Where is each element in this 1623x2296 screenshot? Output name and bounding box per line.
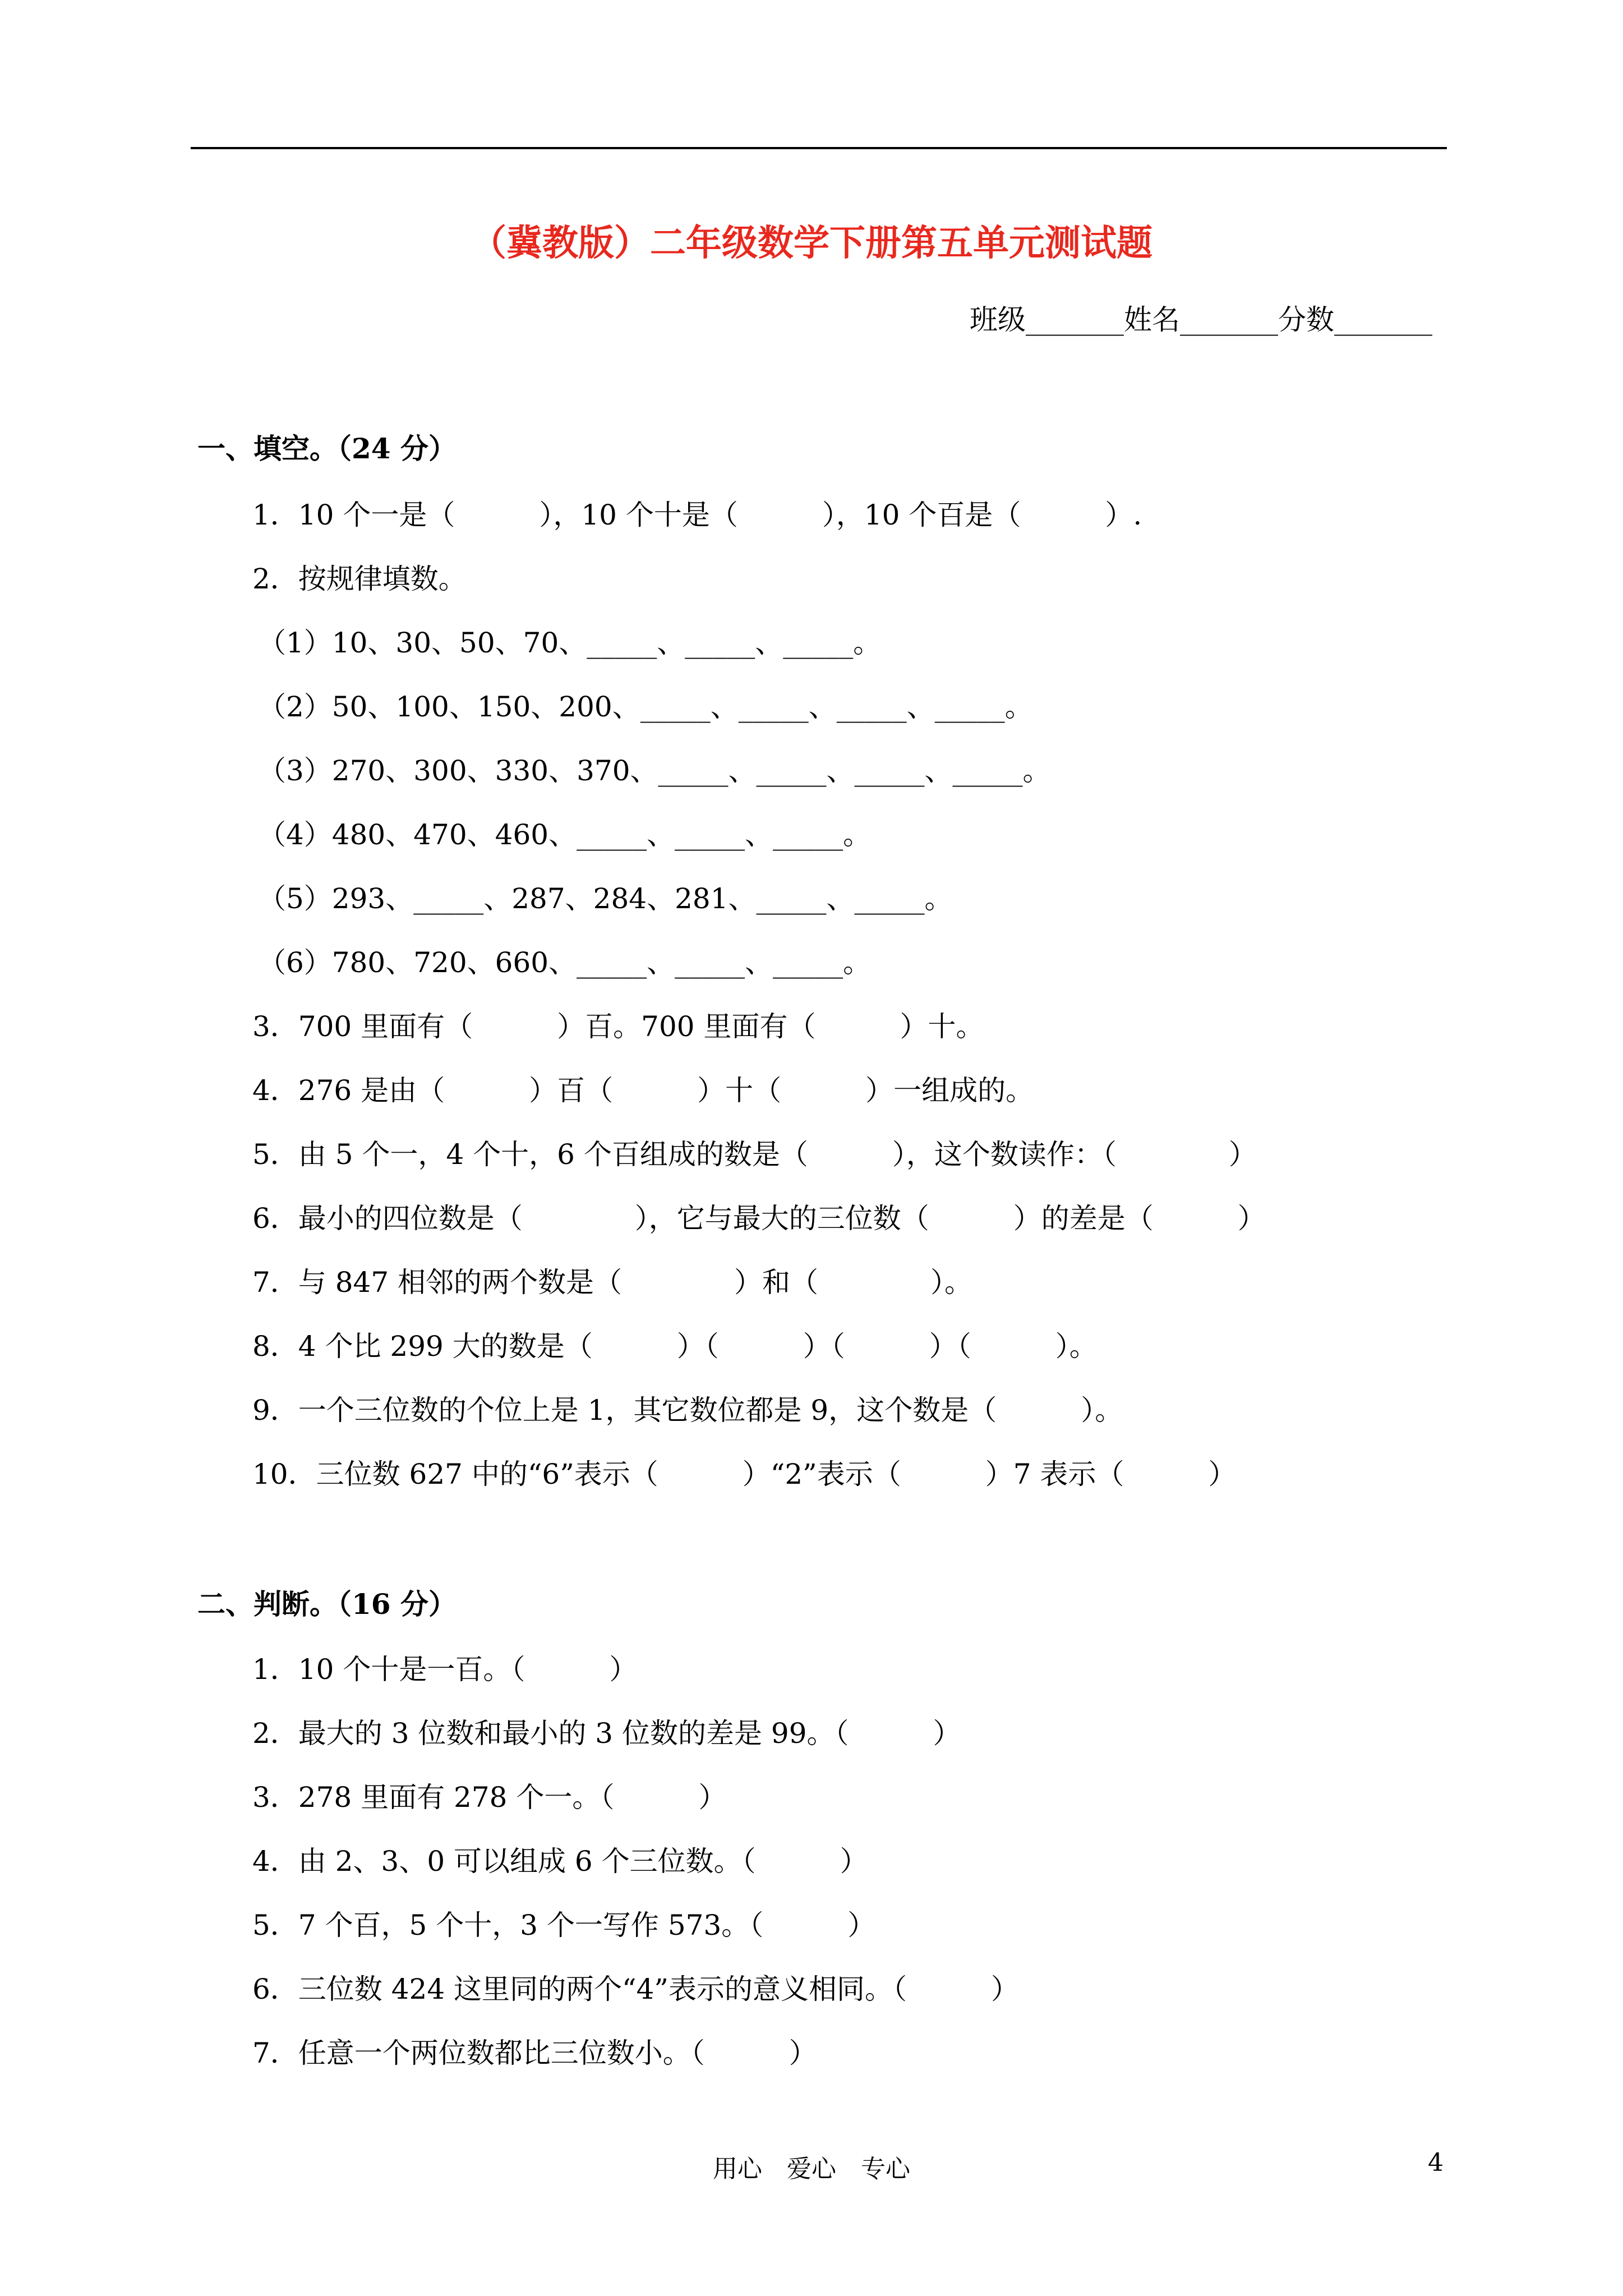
section-1-title: 一、填空。（24 分） [197, 432, 457, 465]
sequence-item-1: （1）10、30、50、70、_____、_____、_____。 [258, 627, 882, 659]
fill-question-8: 8．4 个比 299 大的数是（ ）（ ）（ ）（ ）。 [252, 1330, 1098, 1363]
fill-question-1: 1．10 个一是（ ），10 个十是（ ），10 个百是（ ）. [252, 499, 1142, 531]
sequence-item-6: （6）780、720、660、_____、_____、_____。 [258, 946, 872, 979]
judge-question-5: 5．7 个百，5 个十，3 个一写作 573。（ ） [252, 1909, 876, 1941]
student-info-line: 班级_______姓名_______分数_______ [970, 303, 1432, 336]
sequence-item-3: （3）270、300、330、370、_____、_____、_____、_____。 [258, 754, 1051, 787]
judge-question-3: 3．278 里面有 278 个一。（ ） [252, 1781, 727, 1814]
sequence-item-5: （5）293、_____、287、284、281、_____、_____。 [258, 882, 953, 915]
fill-question-9: 9．一个三位数的个位上是 1，其它数位都是 9，这个数是（ ）。 [252, 1394, 1123, 1427]
fill-question-10: 10．三位数 627 中的“6”表示（ ）“2”表示（ ）7 表示（ ） [252, 1458, 1237, 1490]
fill-question-6: 6．最小的四位数是（ ），它与最大的三位数（ ）的差是（ ） [252, 1202, 1266, 1235]
footer-motto: 用心 爱心 专心 [713, 2155, 910, 2183]
judge-question-4: 4．由 2、3、0 可以组成 6 个三位数。（ ） [252, 1845, 868, 1878]
fill-question-2: 2．按规律填数。 [252, 563, 467, 595]
fill-question-5: 5．由 5 个一，4 个十，6 个百组成的数是（ ），这个数读作：（ ） [252, 1138, 1257, 1171]
page-title: （冀教版）二年级数学下册第五单元测试题 [471, 222, 1152, 264]
judge-question-6: 6．三位数 424 这里同的两个“4”表示的意义相同。（ ） [252, 1973, 1019, 2005]
judge-question-7: 7．任意一个两位数都比三位数小。（ ） [252, 2037, 817, 2069]
judge-question-2: 2．最大的 3 位数和最小的 3 位数的差是 99。（ ） [252, 1717, 961, 1750]
section-2-title: 二、判断。（16 分） [197, 1588, 457, 1621]
fill-question-7: 7．与 847 相邻的两个数是（ ）和（ ）。 [252, 1266, 973, 1299]
sequence-item-4: （4）480、470、460、_____、_____、_____。 [258, 818, 872, 851]
sequence-item-2: （2）50、100、150、200、_____、_____、_____、_____。 [258, 691, 1033, 723]
fill-question-3: 3．700 里面有（ ）百。700 里面有（ ）十。 [252, 1010, 984, 1043]
page-number: 4 [1428, 2148, 1444, 2177]
header-rule [191, 147, 1447, 149]
judge-question-1: 1．10 个十是一百。（ ） [252, 1653, 638, 1686]
fill-question-4: 4．276 是由（ ）百（ ）十（ ）一组成的。 [252, 1074, 1034, 1107]
